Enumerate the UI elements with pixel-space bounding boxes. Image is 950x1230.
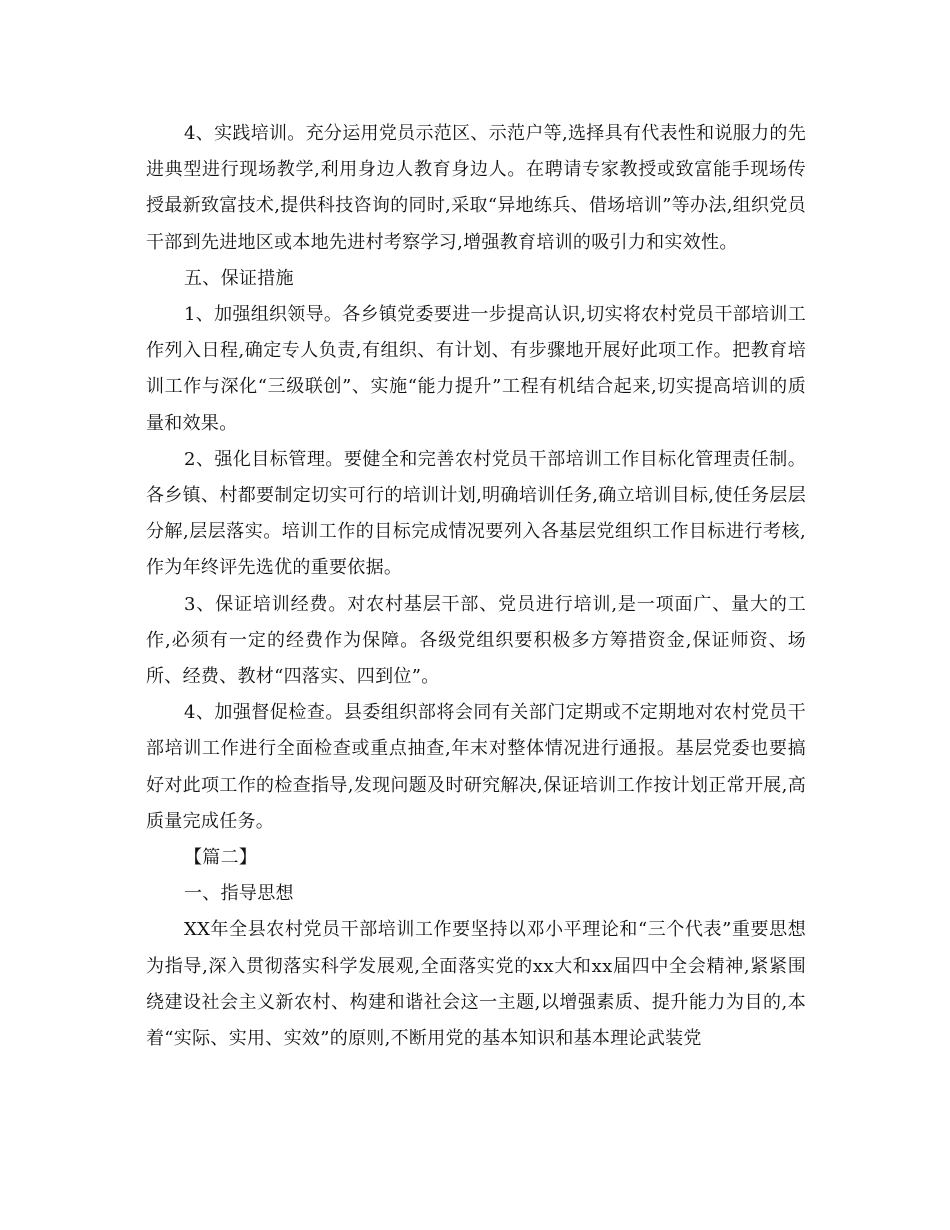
document-body: [146, 116, 806, 1057]
paragraph-supervision-inspection: 4、加强督促检查。县委组织部将会同有关部门定期或不定期地对农村党员干部培训工作进行全面检查或重点抽查,年末对整体情况进行通报。基层党委也要搞好对此项工作的检查指导,发现问题及时研究解决,保证培训工作按计划正常开展,高质量完成任务。: [146, 702, 806, 832]
paragraph-organization-leadership: 1、加强组织领导。各乡镇党委要进一步提高认识,切实将农村党员干部培训工作列入日程,确定专人负责,有组织、有计划、有步骤地开展好此项工作。把教育培训工作与深化“三级联创”、实施“能力提升”工程有机结合起来,切实提高培训的质量和效果。: [146, 304, 806, 434]
section-heading-guiding-ideology: 一、指导思想: [184, 883, 294, 905]
paragraph-guiding-ideology: XX年全县农村党员干部培训工作要坚持以邓小平理论和“三个代表”重要思想为指导,深入贯彻落实科学发展观,全面落实党的xx大和xx届四中全会精神,紧紧围绕建设社会主义新农村、构建和谐社会这一主题,以增强素质、提升能力为目的,本着“实际、实用、实效”的原则,不断用党的基本知识和基本理论武装党: [146, 919, 806, 1050]
section-heading-guarantee-measures: 五、保证措施: [184, 267, 294, 289]
paragraph-training-funds: 3、保证培训经费。对农村基层干部、党员进行培训,是一项面广、量大的工作,必须有一定的经费作为保障。各级党组织要积极多方筹措资金,保证师资、场所、经费、教材“四落实、四到位”。: [146, 593, 806, 688]
paragraph-target-management: 2、强化目标管理。要健全和完善农村党员干部培训工作目标化管理责任制。各乡镇、村都要制定切实可行的培训计划,明确培训任务,确立培训目标,使任务层层分解,层层落实。培训工作的目标完成情况要列入各基层党组织工作目标进行考核,作为年终评先选优的重要依据。: [146, 448, 806, 579]
part-two-heading: 【篇二】: [184, 847, 258, 869]
paragraph-practice-training: 4、实践培训。充分运用党员示范区、示范户等,选择具有代表性和说服力的先进典型进行现场教学,利用身边人教育身边人。在聘请专家教授或致富能手现场传授最新致富技术,提供科技咨询的同时,采取“异地练兵、借场培训”等办法,组织党员干部到先进地区或本地先进村考察学习,增强教育培训的吸引力和实效性。: [146, 123, 806, 253]
